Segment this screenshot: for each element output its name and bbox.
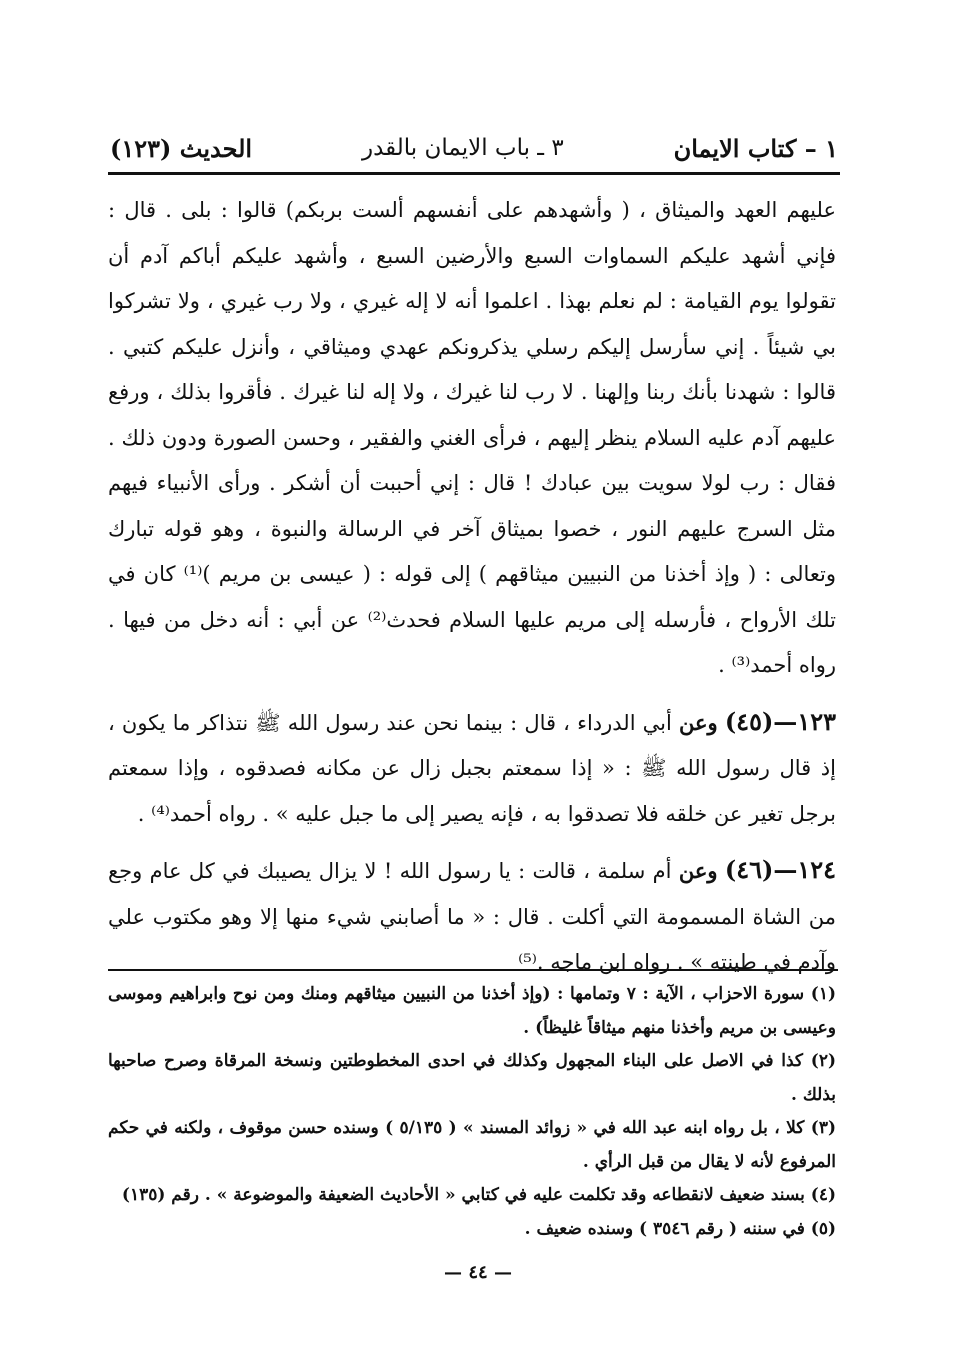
footnote-1: (١) سورة الاحزاب ، الآية : ٧ وتمامها : (وإذ أخذنا من النبيين ميثاقهم ومنك ومن نوح وابراهيم وموسى وعيسى بن مريم وأخذنا منهم ميثاقاً غليظاً) . — [108, 984, 836, 1038]
hadith-text: أم سلمة ، قالت : يا رسول الله ! لا يزال يصيبك في كل عام وجع من الشاة المسمومة التي أكلت . قال : « ما أصابني شيء منها إلا وهو مكتوب علي وآدم في طينته » . رواه ابن ماجه .⁽⁵⁾ — [108, 859, 836, 974]
page-number: — ٤٤ — — [444, 1262, 512, 1283]
hadith-124 — [108, 847, 836, 986]
footnote-rule — [108, 969, 838, 971]
header-chapter-title: ٣ ـ باب الايمان بالقدر — [361, 135, 564, 161]
running-header — [110, 128, 838, 168]
footnote-3: (٣) كلا ، بل رواه ابنه عبد الله في « زوائد المسند » ( ٥/١٣٥ ) وسنده حسن موقوف ، ولكنه في حكم المرفوع لأنه لا يقال من قبل الرأي . — [108, 1118, 836, 1172]
main-text — [108, 188, 836, 986]
header-hadith-number: الحديث (١٢٣) — [110, 133, 253, 163]
hadith-narrator-lead: وعن — [678, 858, 718, 883]
hadith-text: أبي الدرداء ، قال : بينما نحن عند رسول الله ﷺ نتذاكر ما يكون ، إذ قال رسول الله ﷺ : « إذا سمعتم بجبل زال عن مكانه فصدقوه ، وإذا سمعتم برجل تغير عن خلقه فلا تصدقوا به ، فإنه يصير إلى ما جبل عليه » . رواه أحمد⁽⁴⁾ . — [108, 710, 836, 826]
hadith-number: ١٢٤ — [797, 855, 836, 884]
continuation-paragraph: عليهم العهد والميثاق ، ( وأشهدهم على أنفسهم ألست بربكم) قالوا : بلى . قال : فإني أشهد عليكم السماوات السبع والأرضين السبع ، وأشهد عليكم أباكم آدم أن تقولوا يوم القيامة : لم نعلم بهذا . اعلموا أنه لا إله غيري ، ولا رب غيري ، ولا تشركوا بي شيئاً . إني سأرسل إليكم رسلي يذكرونكم عهدي وميثاقي ، وأنزل عليكم كتبي . قالوا : شهدنا بأنك ربنا وإلهنا . لا رب لنا غيرك ، ولا إله لنا غيرك . فأقروا بذلك ، ورفع عليهم آدم عليه السلام ينظر إليهم ، فرأى الغني والفقير ، وحسن الصورة ودون ذلك . فقال : رب لولا سويت بين عبادك ! قال : إني أحببت أن أشكر . ورأى الأنبياء فيهم مثل السرج عليهم النور ، خصوا بميثاق آخر في الرسالة والنبوة ، وهو قوله تبارك وتعالى : ( وإذ أخذنا من النبيين ميثاقهم ) إلى قوله : ( عيسى بن مريم )⁽¹⁾ كان في تلك الأرواح ، فأرسله إلى مريم عليها السلام فحدث⁽²⁾ عن أبي : أنه دخل من فيها . رواه أحمد⁽³⁾ . — [108, 198, 836, 677]
footnote-5: (٥) في سننه ( رقم ٣٥٤٦ ) وسنده ضعيف . — [524, 1218, 836, 1239]
hadith-123 — [108, 699, 836, 838]
hadith-ref: —(٤٥) — [724, 706, 798, 736]
footnote-2: (٢) كذا في الاصل على البناء المجهول وكذلك في احدى المخطوطتين ونسخة المرقاة وصرح صاحبها بذلك . — [108, 1051, 836, 1105]
hadith-number: ١٢٣ — [797, 706, 836, 736]
hadith-ref: —(٤٦) — [724, 855, 798, 884]
hadith-narrator-lead: وعن — [679, 709, 718, 735]
header-book-title: ١ – كتاب الايمان — [673, 133, 838, 163]
header-rule — [108, 172, 840, 175]
footnotes — [108, 978, 836, 1246]
footnote-4: (٤) بسند ضعيف لانقطاعه وقد تكلمت عليه في كتابي « الأحاديث الضعيفة والموضوعة » . رقم (١٣٥) — [121, 1185, 836, 1205]
